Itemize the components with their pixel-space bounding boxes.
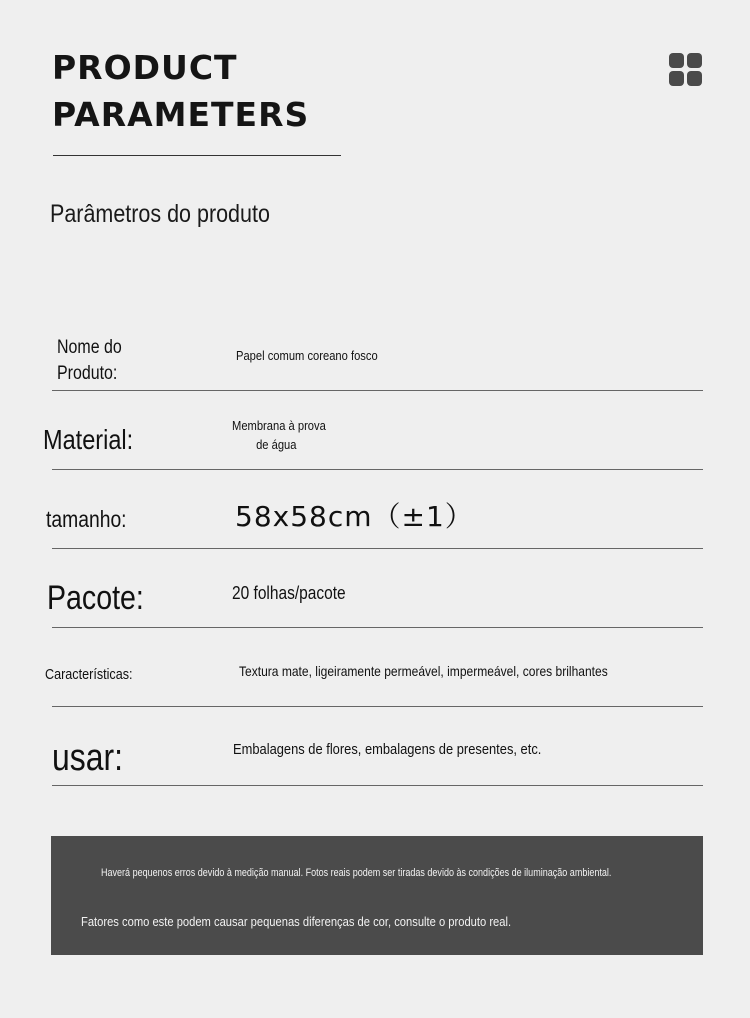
param-label-name: Nome do Produto: <box>57 337 122 384</box>
param-label-package: Pacote: <box>47 579 144 617</box>
param-value-package: 20 folhas/pacote <box>232 583 346 603</box>
param-value-use: Embalagens de flores, embalagens de presentes, etc. <box>233 741 542 758</box>
title-line-1: PRODUCT <box>52 48 238 87</box>
page-title <box>52 44 309 138</box>
title-divider <box>53 155 341 156</box>
param-row-use <box>52 706 703 786</box>
param-row-features <box>45 627 703 707</box>
param-value-features: Textura mate, ligeiramente permeável, impermeável, cores brilhantes <box>239 663 608 679</box>
param-label-features: Características: <box>45 666 133 683</box>
param-label-use: usar: <box>52 737 123 779</box>
param-value-size: 58x58cm（±1） <box>235 500 474 533</box>
disclaimer-line-2: Fatores como este podem causar pequenas diferenças de cor, consulte o produto real. <box>81 914 512 929</box>
param-label-material: Material: <box>43 424 134 455</box>
param-value-material: Membrana à prova de água <box>232 418 326 452</box>
disclaimer-box <box>51 836 703 955</box>
title-line-2: PARAMETERS <box>52 95 310 134</box>
grid-icon[interactable] <box>669 53 703 87</box>
param-row-package <box>47 548 703 628</box>
param-label-size: tamanho: <box>46 506 127 532</box>
param-row-name <box>52 321 703 391</box>
param-row-material <box>43 390 703 470</box>
param-row-size <box>46 469 703 549</box>
page-subtitle: Parâmetros do produto <box>50 200 270 228</box>
param-value-name: Papel comum coreano fosco <box>236 348 378 363</box>
disclaimer-line-1: Haverá pequenos erros devido à medição manual. Fotos reais podem ser tiradas devido às condições de iluminação ambiental. <box>101 867 612 879</box>
